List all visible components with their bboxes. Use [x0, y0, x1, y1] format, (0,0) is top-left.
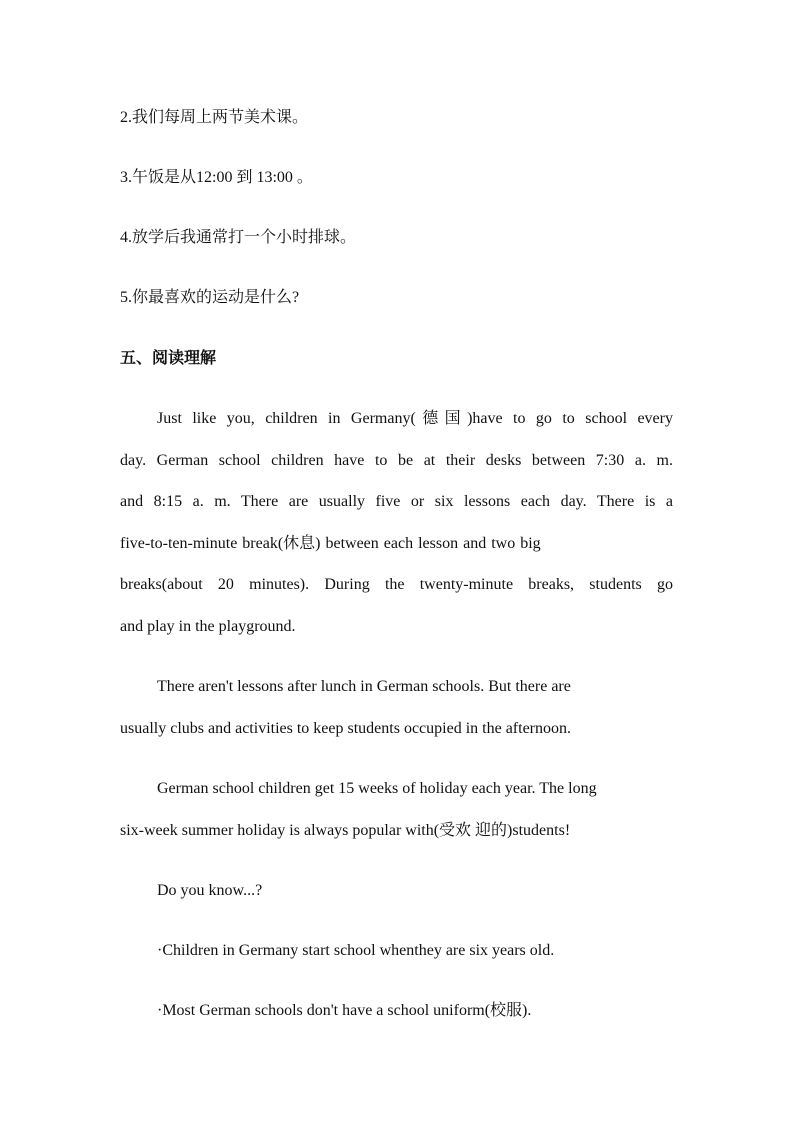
do-you-know-heading: Do you know...? [157, 882, 263, 899]
passage-line: There aren't lessons after lunch in German schools. But there are [157, 678, 571, 695]
fact-item: ·Most German schools don't have a school uniform(校服). [157, 1002, 532, 1019]
translation-item-4: 4.放学后我通常打一个小时排球。 [120, 229, 357, 246]
fact-item: ·Children in Germany start school whenthey are six years old. [157, 942, 555, 959]
passage-line: German school children get 15 weeks of holiday each year. The long [157, 780, 597, 797]
translation-item-5: 5.你最喜欢的运动是什么? [120, 289, 300, 306]
passage-line: and 8:15 a. m. There are usually five or six lessons each day. There is a [120, 493, 673, 510]
passage-line: day. German school children have to be at their desks between 7:30 a. m. [120, 452, 673, 469]
passage-line: Just like you, children in Germany(德国)have to go to school every [157, 410, 673, 427]
translation-item-3: 3.午饭是从12:00 到 13:00 。 [120, 169, 313, 186]
passage-line: breaks(about 20 minutes). During the twenty-minute breaks, students go [120, 576, 673, 593]
passage-line: six-week summer holiday is always popular with(受欢 迎的)students! [120, 822, 571, 839]
passage-line: five-to-ten-minute break(休息) between each lesson and two big [120, 535, 541, 552]
section-heading: 五、阅读理解 [120, 348, 217, 367]
passage-line: and play in the playground. [120, 618, 296, 635]
passage-line: usually clubs and activities to keep students occupied in the afternoon. [120, 720, 571, 737]
translation-item-2: 2.我们每周上两节美术课。 [120, 109, 309, 126]
